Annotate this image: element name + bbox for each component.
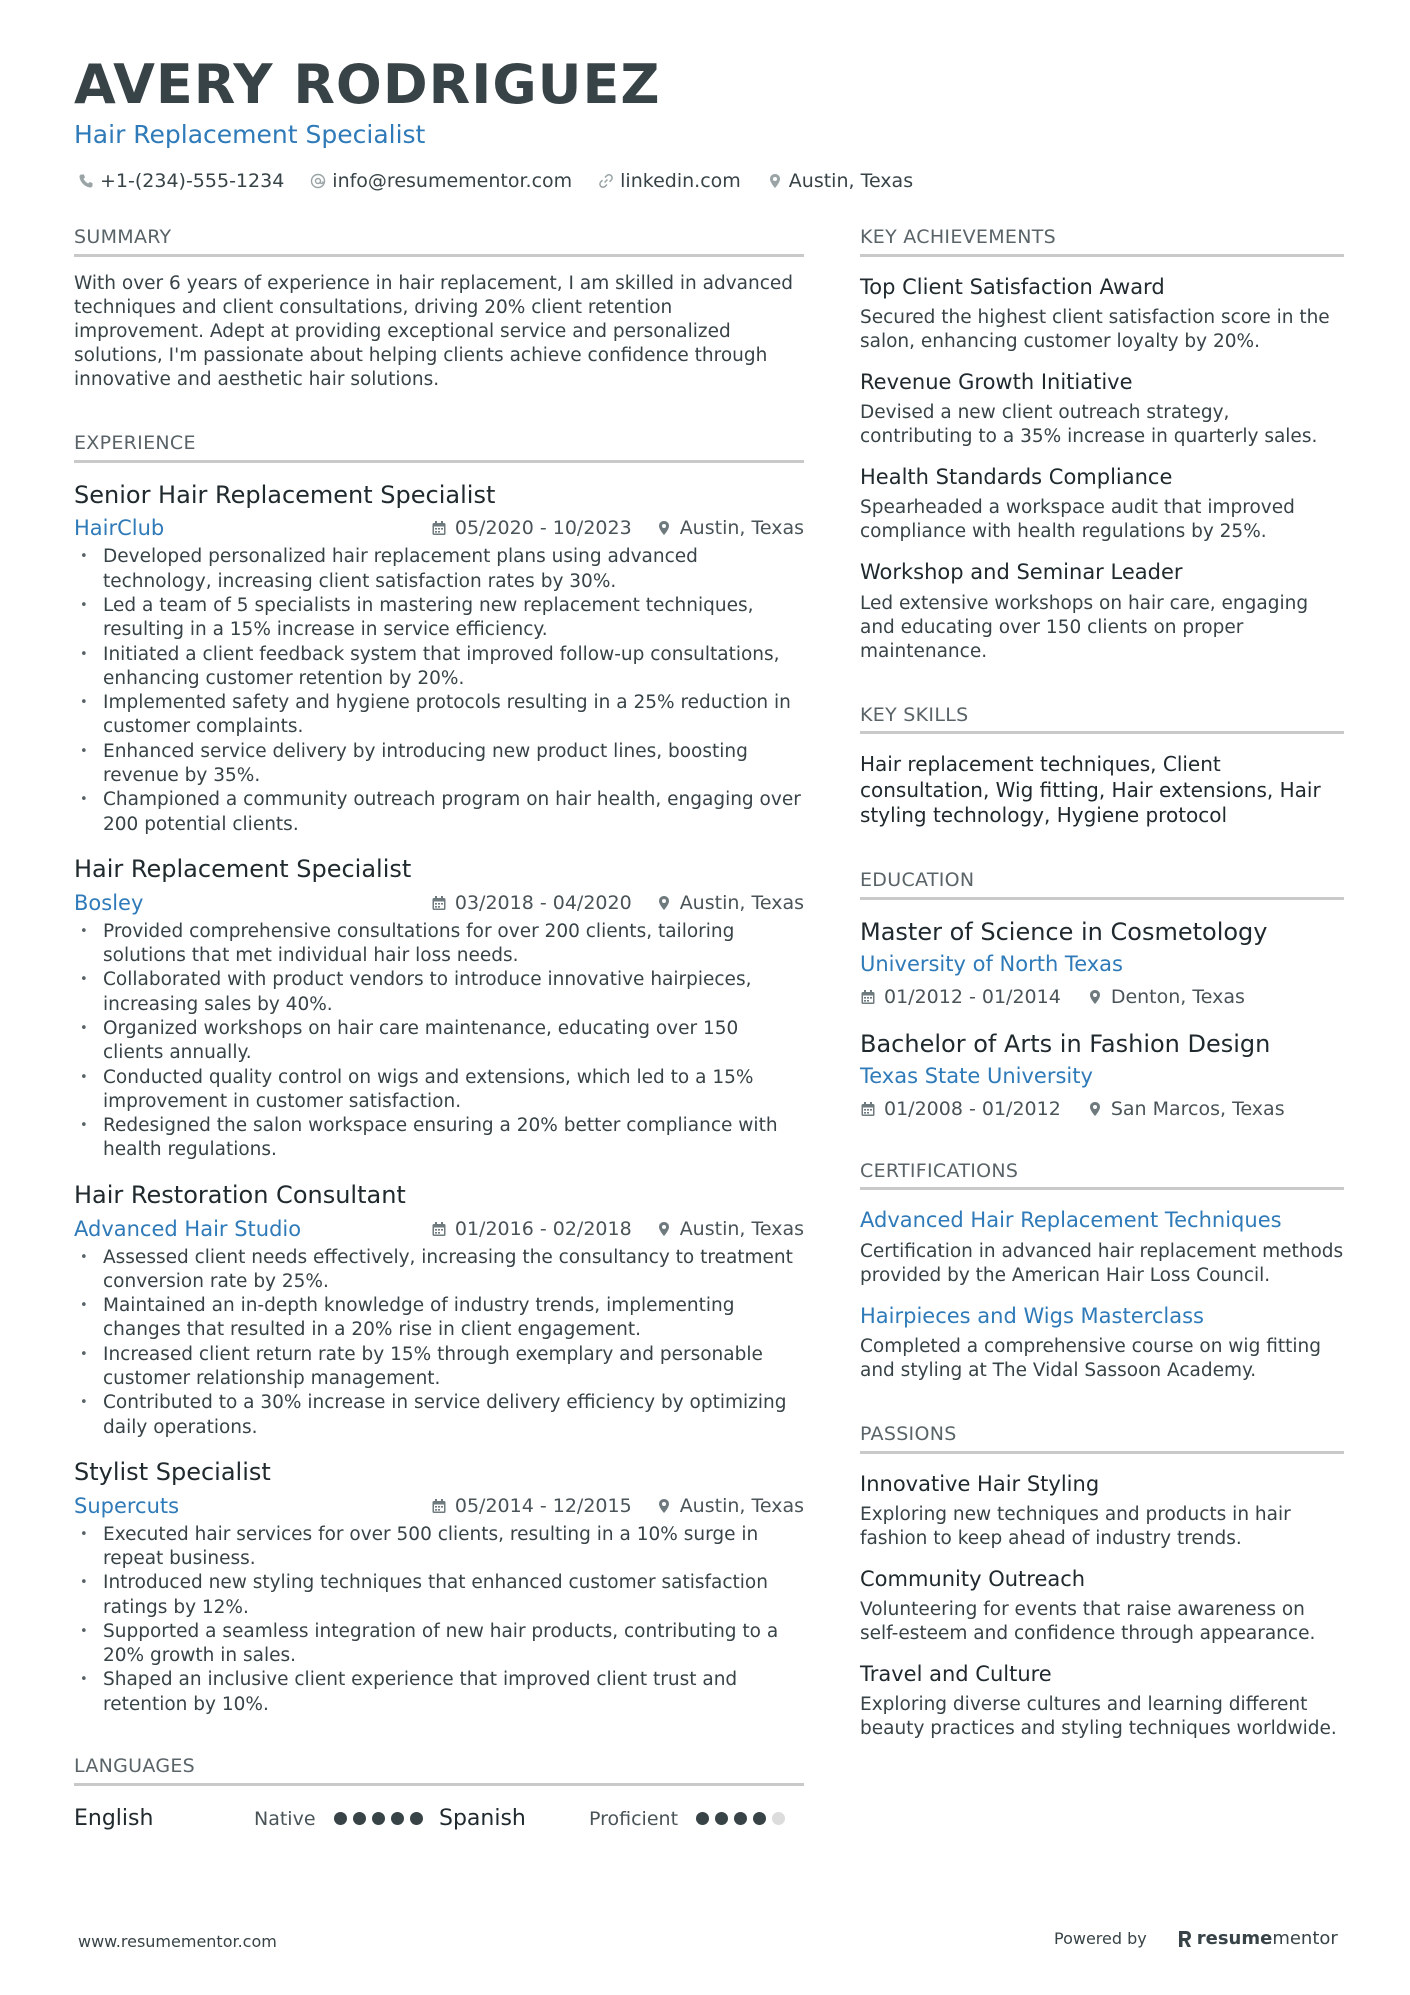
job-dates-text: 03/2018 - 04/2020	[454, 891, 632, 914]
achievement-title: Workshop and Seminar Leader	[860, 560, 1183, 585]
contact-location	[767, 170, 913, 192]
company-name: Advanced Hair Studio	[74, 1216, 302, 1241]
languages-section	[74, 1755, 804, 1834]
job-location	[656, 517, 804, 539]
passion-item	[860, 1662, 1344, 1741]
bullet-item: • Assessed client needs effectively, increasing the consultancy to treatment conversion rate by 25%.	[74, 1246, 804, 1295]
calendar-icon	[431, 1498, 447, 1514]
rating-dot-filled	[334, 1812, 347, 1825]
brand-bold: resume	[1196, 1928, 1273, 1949]
job-title: Stylist Specialist	[74, 1457, 271, 1486]
achievement-item	[860, 370, 1344, 449]
job-bullets	[74, 545, 804, 837]
job-dates	[431, 1218, 632, 1240]
passion-item	[860, 1567, 1344, 1646]
passion-title: Travel and Culture	[860, 1661, 1052, 1686]
bullet-item: • Initiated a client feedback system that improved follow-up consultations, enhancing customer retention by 20%.	[74, 643, 804, 692]
location-pin-icon	[1087, 989, 1103, 1005]
job-meta	[74, 1493, 804, 1519]
powered-by-text: Powered by	[1054, 1929, 1147, 1948]
bullet-item: • Redesigned the salon workspace ensuring a 20% better compliance with health regulations.	[74, 1114, 804, 1163]
location-pin-icon	[767, 173, 783, 189]
language-item	[74, 1806, 439, 1831]
job-entry	[74, 855, 804, 1163]
achievement-desc: Secured the highest client satisfaction score in the salon, enhancing customer loyalty by 20%.	[860, 306, 1330, 352]
passion-title: Innovative Hair Styling	[860, 1471, 1100, 1496]
languages-heading: LANGUAGES	[74, 1755, 804, 1786]
education-meta	[860, 986, 1344, 1008]
passion-item	[860, 1472, 1344, 1551]
company-name: Bosley	[74, 890, 144, 915]
education-dates	[860, 1098, 1061, 1120]
experience-section	[74, 432, 804, 1717]
education-location-text: San Marcos, Texas	[1110, 1097, 1285, 1120]
language-rating	[334, 1812, 429, 1825]
certification-desc: Certification in advanced hair replacement methods provided by the American Hair Loss Council.	[860, 1240, 1344, 1286]
rating-dot-filled	[372, 1812, 385, 1825]
bullet-item: • Executed hair services for over 500 clients, resulting in a 10% surge in repeat business.	[74, 1523, 804, 1572]
experience-heading: EXPERIENCE	[74, 432, 804, 463]
job-location-text: Austin, Texas	[679, 517, 804, 540]
calendar-icon	[431, 1221, 447, 1237]
brand-logo[interactable]	[1177, 1928, 1338, 1949]
job-bullets	[74, 1246, 804, 1440]
job-location	[656, 1218, 804, 1240]
achievement-item	[860, 465, 1344, 544]
phone-text: +1-(234)-555-1234	[100, 170, 285, 192]
education-heading: EDUCATION	[860, 869, 1344, 900]
job-dates-text: 05/2014 - 12/2015	[454, 1494, 632, 1517]
certification-desc: Completed a comprehensive course on wig fitting and styling at The Vidal Sassoon Academy.	[860, 1335, 1321, 1381]
bullet-item: • Conducted quality control on wigs and extensions, which led to a 15% improvement in customer satisfaction.	[74, 1066, 804, 1115]
calendar-icon	[431, 895, 447, 911]
certification-title: Advanced Hair Replacement Techniques	[860, 1208, 1282, 1233]
summary-heading: SUMMARY	[74, 226, 804, 257]
achievements-section	[860, 226, 1344, 664]
job-title: Senior Hair Replacement Specialist	[74, 480, 496, 509]
job-title: Hair Replacement Specialist	[74, 854, 412, 883]
school-name: Texas State University	[860, 1064, 1093, 1089]
job-location	[656, 1495, 804, 1517]
language-level: Proficient	[589, 1807, 679, 1830]
education-dates	[860, 986, 1061, 1008]
job-meta	[74, 1216, 804, 1242]
achievement-desc: Devised a new client outreach strategy, contributing to a 35% increase in quarterly sales.	[860, 402, 1318, 448]
rating-dot-filled	[391, 1812, 404, 1825]
calendar-icon	[431, 520, 447, 536]
rating-dot-filled	[715, 1812, 728, 1825]
contact-linkedin[interactable]	[598, 170, 741, 192]
bullet-item: • Championed a community outreach program on hair health, engaging over 200 potential clients.	[74, 788, 804, 837]
bullet-item: • Organized workshops on hair care maintenance, educating over 150 clients annually.	[74, 1017, 804, 1066]
education-meta	[860, 1098, 1344, 1120]
education-dates-text: 01/2012 - 01/2014	[884, 985, 1061, 1008]
summary-section	[74, 226, 804, 392]
education-item	[860, 918, 1344, 1008]
education-item	[860, 1030, 1344, 1120]
rating-dot-filled	[734, 1812, 747, 1825]
location-pin-icon	[656, 1221, 672, 1237]
achievement-desc: Spearheaded a workspace audit that improved compliance with health regulations by 25%.	[860, 497, 1295, 543]
language-name: Spanish	[439, 1806, 526, 1832]
achievements-heading: KEY ACHIEVEMENTS	[860, 226, 1344, 257]
job-location-text: Austin, Texas	[679, 1494, 804, 1517]
phone-icon	[78, 173, 94, 189]
passions-heading: PASSIONS	[860, 1423, 1344, 1454]
bullet-item: • Developed personalized hair replacement plans using advanced technology, increasing client satisfaction rates by 30%.	[74, 545, 804, 594]
education-location	[1087, 1098, 1285, 1120]
degree-title: Master of Science in Cosmetology	[860, 917, 1268, 946]
bullet-item: • Supported a seamless integration of new hair products, contributing to a 20% growth in sales.	[74, 1620, 804, 1669]
bullet-item: • Increased client return rate by 15% through exemplary and personable customer relationship management.	[74, 1343, 804, 1392]
location-pin-icon	[1087, 1101, 1103, 1117]
bullet-item: • Collaborated with product vendors to introduce innovative hairpieces, increasing sales by 40%.	[74, 968, 804, 1017]
bullet-item: • Implemented safety and hygiene protocols resulting in a 25% reduction in customer complaints.	[74, 691, 804, 740]
passion-desc: Exploring new techniques and products in hair fashion to keep ahead of industry trends.	[860, 1503, 1291, 1549]
job-bullets	[74, 1523, 804, 1717]
candidate-name: AVERY RODRIGUEZ	[74, 53, 661, 116]
language-rating	[696, 1812, 791, 1825]
bullet-item: • Contributed to a 30% increase in service delivery efficiency by optimizing daily operations.	[74, 1391, 804, 1440]
rating-dot-empty	[772, 1812, 785, 1825]
job-bullets	[74, 920, 804, 1163]
certification-item	[860, 1304, 1344, 1383]
education-location-text: Denton, Texas	[1110, 985, 1245, 1008]
left-column	[74, 226, 804, 1834]
skills-text: Hair replacement techniques, Client consultation, Wig fitting, Hair extensions, Hair styling technology, Hygiene protocol	[860, 752, 1321, 828]
at-icon	[310, 173, 326, 189]
achievement-item	[860, 560, 1344, 663]
contact-bar	[78, 170, 939, 192]
job-dates-text: 05/2020 - 10/2023	[454, 517, 632, 540]
job-meta-right	[431, 1495, 804, 1517]
achievement-item	[860, 275, 1344, 354]
certification-title: Hairpieces and Wigs Masterclass	[860, 1303, 1204, 1328]
degree-title: Bachelor of Arts in Fashion Design	[860, 1029, 1271, 1058]
location-text: Austin, Texas	[788, 170, 914, 192]
job-dates-text: 01/2016 - 02/2018	[454, 1217, 632, 1240]
passions-section	[860, 1423, 1344, 1741]
bullet-item: • Introduced new styling techniques that enhanced customer satisfaction ratings by 12%.	[74, 1571, 804, 1620]
job-entry	[74, 481, 804, 837]
achievement-title: Health Standards Compliance	[860, 465, 1173, 490]
bullet-item: • Maintained an in-depth knowledge of industry trends, implementing changes that resulted in a 20% rise in client engagement.	[74, 1294, 804, 1343]
calendar-icon	[860, 1101, 876, 1117]
location-pin-icon	[656, 895, 672, 911]
location-pin-icon	[656, 1498, 672, 1514]
job-location-text: Austin, Texas	[679, 1217, 804, 1240]
skills-heading: KEY SKILLS	[860, 704, 1344, 735]
job-location-text: Austin, Texas	[679, 891, 804, 914]
link-icon	[598, 173, 614, 189]
achievement-desc: Led extensive workshops on hair care, engaging and educating over 150 clients on proper maintenance.	[860, 592, 1309, 662]
skills-section	[860, 704, 1344, 829]
brand-rest: mentor	[1272, 1928, 1338, 1949]
location-pin-icon	[656, 520, 672, 536]
rating-dot-filled	[696, 1812, 709, 1825]
job-dates	[431, 892, 632, 914]
job-location	[656, 892, 804, 914]
certifications-heading: CERTIFICATIONS	[860, 1160, 1344, 1191]
contact-email[interactable]	[310, 170, 572, 192]
passion-desc: Volunteering for events that raise awareness on self-esteem and confidence through appearance.	[860, 1598, 1316, 1644]
right-column	[860, 226, 1344, 1741]
email-text: info@resumementor.com	[332, 170, 573, 192]
job-meta	[74, 890, 804, 916]
bullet-item: • Led a team of 5 specialists in mastering new replacement techniques, resulting in a 15% increase in service efficiency.	[74, 594, 804, 643]
calendar-icon	[860, 989, 876, 1005]
bullet-item: • Provided comprehensive consultations for over 200 clients, tailoring solutions that met individual hair loss needs.	[74, 920, 804, 969]
summary-text: With over 6 years of experience in hair replacement, I am skilled in advanced techniques and client consultations, driving 20% client retention improvement. Adept at providing exceptional service and personalized solutions, I'm passionate about helping clients achieve confidence through innovative and aesthetic hair solutions.	[74, 272, 794, 390]
linkedin-text: linkedin.com	[620, 170, 741, 192]
language-item	[439, 1806, 804, 1831]
job-meta	[74, 515, 804, 541]
languages-list	[74, 1804, 804, 1834]
job-meta-right	[431, 892, 804, 914]
rating-dot-filled	[753, 1812, 766, 1825]
job-dates	[431, 1495, 632, 1517]
company-name: HairClub	[74, 516, 165, 541]
footer-website[interactable]: www.resumementor.com	[78, 1932, 277, 1951]
achievement-title: Top Client Satisfaction Award	[860, 274, 1165, 299]
job-meta-right	[431, 517, 804, 539]
company-name: Supercuts	[74, 1493, 180, 1518]
passion-desc: Exploring diverse cultures and learning different beauty practices and styling techniques worldwide.	[860, 1694, 1337, 1740]
job-entry	[74, 1181, 804, 1440]
resumementor-logo-icon	[1177, 1930, 1193, 1948]
language-name: English	[74, 1806, 154, 1832]
rating-dot-filled	[410, 1812, 423, 1825]
education-section	[860, 869, 1344, 1120]
rating-dot-filled	[353, 1812, 366, 1825]
job-title: Hair Restoration Consultant	[74, 1180, 406, 1209]
language-level: Native	[254, 1807, 316, 1830]
job-meta-right	[431, 1218, 804, 1240]
achievement-title: Revenue Growth Initiative	[860, 369, 1133, 394]
bullet-item: • Shaped an inclusive client experience that improved client trust and retention by 10%.	[74, 1668, 804, 1717]
certifications-section	[860, 1160, 1344, 1383]
passion-title: Community Outreach	[860, 1566, 1086, 1591]
education-location	[1087, 986, 1245, 1008]
job-entry	[74, 1458, 804, 1717]
school-name: University of North Texas	[860, 952, 1123, 977]
education-dates-text: 01/2008 - 01/2012	[884, 1097, 1061, 1120]
contact-phone	[78, 170, 284, 192]
certification-item	[860, 1208, 1344, 1287]
footer-brand	[1054, 1928, 1338, 1949]
job-dates	[431, 517, 632, 539]
candidate-title: Hair Replacement Specialist	[74, 120, 426, 149]
bullet-item: • Enhanced service delivery by introducing new product lines, boosting revenue by 35%.	[74, 740, 804, 789]
